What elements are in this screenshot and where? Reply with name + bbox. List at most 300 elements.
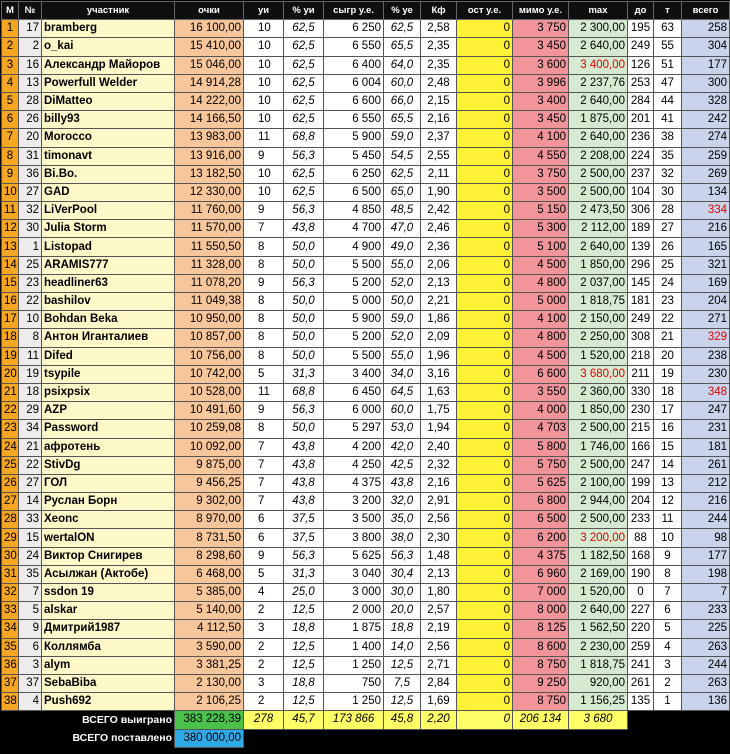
- missed-cell[interactable]: 5 300: [513, 220, 569, 238]
- points-cell[interactable]: 6 468,00: [175, 565, 244, 583]
- ui-percent-cell[interactable]: 43,8: [284, 474, 324, 492]
- missed-cell[interactable]: 4 375: [513, 547, 569, 565]
- coef-cell[interactable]: 2,35: [421, 38, 457, 56]
- max-cell[interactable]: 2 640,00: [569, 38, 628, 56]
- max-cell[interactable]: 2 500,00: [569, 456, 628, 474]
- total-cell[interactable]: 204: [682, 293, 730, 311]
- total-cell[interactable]: 328: [682, 92, 730, 110]
- total-ui[interactable]: 278: [244, 711, 284, 729]
- rank-cell[interactable]: 8: [2, 147, 19, 165]
- played-cell[interactable]: 2 000: [324, 602, 384, 620]
- t-cell[interactable]: 11: [654, 511, 682, 529]
- coef-cell[interactable]: 2,40: [421, 438, 457, 456]
- missed-cell[interactable]: 4 100: [513, 311, 569, 329]
- t-cell[interactable]: 17: [654, 402, 682, 420]
- remaining-cell[interactable]: 0: [457, 329, 513, 347]
- ui-cell[interactable]: 9: [244, 547, 284, 565]
- do-cell[interactable]: 145: [628, 274, 654, 292]
- total-cell[interactable]: 263: [682, 638, 730, 656]
- coef-cell[interactable]: 2,91: [421, 493, 457, 511]
- ui-percent-cell[interactable]: 56,3: [284, 402, 324, 420]
- participant-name[interactable]: Bohdan Beka: [42, 311, 175, 329]
- total-kf[interactable]: 2,20: [421, 711, 457, 729]
- remaining-cell[interactable]: 0: [457, 565, 513, 583]
- coef-cell[interactable]: 1,48: [421, 547, 457, 565]
- max-cell[interactable]: 1 850,00: [569, 256, 628, 274]
- participant-name[interactable]: Password: [42, 420, 175, 438]
- coef-cell[interactable]: 2,16: [421, 474, 457, 492]
- points-cell[interactable]: 14 166,50: [175, 111, 244, 129]
- ue-percent-cell[interactable]: 54,5: [384, 147, 421, 165]
- points-cell[interactable]: 12 330,00: [175, 183, 244, 201]
- ui-percent-cell[interactable]: 50,0: [284, 347, 324, 365]
- ui-cell[interactable]: 10: [244, 165, 284, 183]
- ue-percent-cell[interactable]: 42,0: [384, 438, 421, 456]
- ui-percent-cell[interactable]: 62,5: [284, 20, 324, 38]
- total-cell[interactable]: 263: [682, 674, 730, 692]
- do-cell[interactable]: 215: [628, 420, 654, 438]
- ui-cell[interactable]: 6: [244, 511, 284, 529]
- coef-cell[interactable]: 2,35: [421, 56, 457, 74]
- coef-cell[interactable]: 2,15: [421, 92, 457, 110]
- total-cell[interactable]: 247: [682, 402, 730, 420]
- participant-name[interactable]: LiVerPool: [42, 202, 175, 220]
- do-cell[interactable]: 190: [628, 565, 654, 583]
- header-cell[interactable]: всего: [682, 2, 730, 20]
- ue-percent-cell[interactable]: 14,0: [384, 638, 421, 656]
- total-cell[interactable]: 231: [682, 420, 730, 438]
- do-cell[interactable]: 233: [628, 511, 654, 529]
- points-cell[interactable]: 5 385,00: [175, 584, 244, 602]
- header-cell[interactable]: М: [2, 2, 19, 20]
- points-cell[interactable]: 11 760,00: [175, 202, 244, 220]
- remaining-cell[interactable]: 0: [457, 438, 513, 456]
- played-cell[interactable]: 5 450: [324, 147, 384, 165]
- coef-cell[interactable]: 1,94: [421, 420, 457, 438]
- t-cell[interactable]: 27: [654, 220, 682, 238]
- header-cell[interactable]: ост у.е.: [457, 2, 513, 20]
- points-cell[interactable]: 8 298,60: [175, 547, 244, 565]
- rank-cell[interactable]: 10: [2, 183, 19, 201]
- ui-cell[interactable]: 10: [244, 92, 284, 110]
- rank-cell[interactable]: 37: [2, 674, 19, 692]
- ui-percent-cell[interactable]: 50,0: [284, 311, 324, 329]
- played-cell[interactable]: 6 250: [324, 165, 384, 183]
- header-cell[interactable]: уи: [244, 2, 284, 20]
- participant-name[interactable]: AZP: [42, 402, 175, 420]
- rank-cell[interactable]: 18: [2, 329, 19, 347]
- max-cell[interactable]: 2 640,00: [569, 92, 628, 110]
- rank-cell[interactable]: 11: [2, 202, 19, 220]
- max-cell[interactable]: 2 300,00: [569, 20, 628, 38]
- ui-cell[interactable]: 2: [244, 693, 284, 711]
- ui-cell[interactable]: 9: [244, 147, 284, 165]
- t-cell[interactable]: 4: [654, 638, 682, 656]
- played-cell[interactable]: 5 000: [324, 293, 384, 311]
- total-cell[interactable]: 216: [682, 220, 730, 238]
- do-cell[interactable]: 306: [628, 202, 654, 220]
- number-cell[interactable]: 13: [19, 74, 42, 92]
- number-cell[interactable]: 7: [19, 584, 42, 602]
- total-cell[interactable]: 259: [682, 147, 730, 165]
- do-cell[interactable]: 237: [628, 165, 654, 183]
- played-cell[interactable]: 4 850: [324, 202, 384, 220]
- ue-percent-cell[interactable]: 64,5: [384, 383, 421, 401]
- played-cell[interactable]: 6 600: [324, 92, 384, 110]
- played-cell[interactable]: 5 900: [324, 311, 384, 329]
- remaining-cell[interactable]: 0: [457, 365, 513, 383]
- max-cell[interactable]: 2 640,00: [569, 238, 628, 256]
- total-cell[interactable]: 242: [682, 111, 730, 129]
- participant-name[interactable]: Дмитрий1987: [42, 620, 175, 638]
- coef-cell[interactable]: 2,13: [421, 565, 457, 583]
- ue-percent-cell[interactable]: 35,0: [384, 511, 421, 529]
- ue-percent-cell[interactable]: 64,0: [384, 56, 421, 74]
- coef-cell[interactable]: 2,71: [421, 656, 457, 674]
- do-cell[interactable]: 189: [628, 220, 654, 238]
- t-cell[interactable]: 12: [654, 493, 682, 511]
- number-cell[interactable]: 17: [19, 20, 42, 38]
- ue-percent-cell[interactable]: 50,0: [384, 293, 421, 311]
- points-cell[interactable]: 10 742,00: [175, 365, 244, 383]
- remaining-cell[interactable]: 0: [457, 584, 513, 602]
- max-cell[interactable]: 1 850,00: [569, 402, 628, 420]
- ui-percent-cell[interactable]: 62,5: [284, 165, 324, 183]
- participant-name[interactable]: bashilov: [42, 293, 175, 311]
- t-cell[interactable]: 47: [654, 74, 682, 92]
- number-cell[interactable]: 14: [19, 493, 42, 511]
- max-cell[interactable]: 3 200,00: [569, 529, 628, 547]
- played-cell[interactable]: 3 800: [324, 529, 384, 547]
- do-cell[interactable]: 139: [628, 238, 654, 256]
- ui-percent-cell[interactable]: 43,8: [284, 456, 324, 474]
- number-cell[interactable]: 1: [19, 238, 42, 256]
- ui-percent-cell[interactable]: 18,8: [284, 674, 324, 692]
- t-cell[interactable]: 38: [654, 129, 682, 147]
- max-cell[interactable]: 1 156,25: [569, 693, 628, 711]
- participant-name[interactable]: Julia Storm: [42, 220, 175, 238]
- do-cell[interactable]: 104: [628, 183, 654, 201]
- t-cell[interactable]: 5: [654, 620, 682, 638]
- remaining-cell[interactable]: 0: [457, 529, 513, 547]
- t-cell[interactable]: 18: [654, 383, 682, 401]
- rank-cell[interactable]: 34: [2, 620, 19, 638]
- missed-cell[interactable]: 4 550: [513, 147, 569, 165]
- missed-cell[interactable]: 3 400: [513, 92, 569, 110]
- t-cell[interactable]: 15: [654, 438, 682, 456]
- do-cell[interactable]: 308: [628, 329, 654, 347]
- ue-percent-cell[interactable]: 20,0: [384, 602, 421, 620]
- max-cell[interactable]: 1 520,00: [569, 584, 628, 602]
- remaining-cell[interactable]: 0: [457, 547, 513, 565]
- ui-cell[interactable]: 8: [244, 293, 284, 311]
- rank-cell[interactable]: 22: [2, 402, 19, 420]
- played-cell[interactable]: 3 040: [324, 565, 384, 583]
- total-cell[interactable]: 177: [682, 56, 730, 74]
- coef-cell[interactable]: 2,57: [421, 602, 457, 620]
- rank-cell[interactable]: 38: [2, 693, 19, 711]
- header-cell[interactable]: т: [654, 2, 682, 20]
- rank-cell[interactable]: 17: [2, 311, 19, 329]
- rank-cell[interactable]: 14: [2, 256, 19, 274]
- number-cell[interactable]: 2: [19, 38, 42, 56]
- max-cell[interactable]: 2 500,00: [569, 165, 628, 183]
- missed-cell[interactable]: 8 000: [513, 602, 569, 620]
- total-cell[interactable]: 233: [682, 602, 730, 620]
- remaining-cell[interactable]: 0: [457, 602, 513, 620]
- total-cell[interactable]: 165: [682, 238, 730, 256]
- rank-cell[interactable]: 19: [2, 347, 19, 365]
- rank-cell[interactable]: 20: [2, 365, 19, 383]
- remaining-cell[interactable]: 0: [457, 129, 513, 147]
- rank-cell[interactable]: 6: [2, 111, 19, 129]
- number-cell[interactable]: 27: [19, 474, 42, 492]
- max-cell[interactable]: 2 169,00: [569, 565, 628, 583]
- remaining-cell[interactable]: 0: [457, 111, 513, 129]
- coef-cell[interactable]: 2,36: [421, 238, 457, 256]
- ue-percent-cell[interactable]: 53,0: [384, 420, 421, 438]
- total-cell[interactable]: 238: [682, 347, 730, 365]
- ue-percent-cell[interactable]: 30,0: [384, 584, 421, 602]
- total-cell[interactable]: 212: [682, 474, 730, 492]
- ui-percent-cell[interactable]: 62,5: [284, 92, 324, 110]
- t-cell[interactable]: 10: [654, 529, 682, 547]
- do-cell[interactable]: 259: [628, 638, 654, 656]
- total-cell[interactable]: 181: [682, 438, 730, 456]
- t-cell[interactable]: 6: [654, 602, 682, 620]
- header-cell[interactable]: сыгр у.е.: [324, 2, 384, 20]
- ui-cell[interactable]: 9: [244, 274, 284, 292]
- rank-cell[interactable]: 4: [2, 74, 19, 92]
- do-cell[interactable]: 241: [628, 656, 654, 674]
- ui-cell[interactable]: 10: [244, 20, 284, 38]
- do-cell[interactable]: 330: [628, 383, 654, 401]
- number-cell[interactable]: 22: [19, 293, 42, 311]
- t-cell[interactable]: 51: [654, 56, 682, 74]
- ue-percent-cell[interactable]: 60,0: [384, 74, 421, 92]
- rank-cell[interactable]: 33: [2, 602, 19, 620]
- ue-percent-cell[interactable]: 47,0: [384, 220, 421, 238]
- participant-name[interactable]: афротень: [42, 438, 175, 456]
- total-max[interactable]: 3 680: [569, 711, 628, 729]
- max-cell[interactable]: 2 640,00: [569, 129, 628, 147]
- number-cell[interactable]: 24: [19, 547, 42, 565]
- remaining-cell[interactable]: 0: [457, 620, 513, 638]
- rank-cell[interactable]: 27: [2, 493, 19, 511]
- coef-cell[interactable]: 2,56: [421, 638, 457, 656]
- points-cell[interactable]: 9 875,00: [175, 456, 244, 474]
- ui-percent-cell[interactable]: 68,8: [284, 383, 324, 401]
- rank-cell[interactable]: 29: [2, 529, 19, 547]
- number-cell[interactable]: 5: [19, 602, 42, 620]
- remaining-cell[interactable]: 0: [457, 147, 513, 165]
- coef-cell[interactable]: 1,96: [421, 347, 457, 365]
- do-cell[interactable]: 236: [628, 129, 654, 147]
- rank-cell[interactable]: 2: [2, 38, 19, 56]
- number-cell[interactable]: 31: [19, 147, 42, 165]
- ui-percent-cell[interactable]: 68,8: [284, 129, 324, 147]
- remaining-cell[interactable]: 0: [457, 347, 513, 365]
- t-cell[interactable]: 30: [654, 183, 682, 201]
- missed-cell[interactable]: 8 750: [513, 656, 569, 674]
- ui-cell[interactable]: 2: [244, 656, 284, 674]
- number-cell[interactable]: 28: [19, 92, 42, 110]
- rank-cell[interactable]: 24: [2, 438, 19, 456]
- ui-cell[interactable]: 5: [244, 565, 284, 583]
- ue-percent-cell[interactable]: 65,5: [384, 38, 421, 56]
- do-cell[interactable]: 0: [628, 584, 654, 602]
- participant-name[interactable]: bramberg: [42, 20, 175, 38]
- ui-cell[interactable]: 7: [244, 493, 284, 511]
- number-cell[interactable]: 20: [19, 129, 42, 147]
- ui-percent-cell[interactable]: 50,0: [284, 256, 324, 274]
- number-cell[interactable]: 25: [19, 256, 42, 274]
- participant-name[interactable]: ГОЛ: [42, 474, 175, 492]
- points-cell[interactable]: 13 983,00: [175, 129, 244, 147]
- ui-percent-cell[interactable]: 43,8: [284, 220, 324, 238]
- number-cell[interactable]: 21: [19, 438, 42, 456]
- total-cell[interactable]: 329: [682, 329, 730, 347]
- coef-cell[interactable]: 1,75: [421, 402, 457, 420]
- ui-percent-cell[interactable]: 31,3: [284, 365, 324, 383]
- participant-name[interactable]: StivDg: [42, 456, 175, 474]
- max-cell[interactable]: 2 230,00: [569, 638, 628, 656]
- number-cell[interactable]: 22: [19, 456, 42, 474]
- number-cell[interactable]: 9: [19, 620, 42, 638]
- ue-percent-cell[interactable]: 12,5: [384, 693, 421, 711]
- ui-cell[interactable]: 8: [244, 311, 284, 329]
- points-cell[interactable]: 15 410,00: [175, 38, 244, 56]
- header-cell[interactable]: очки: [175, 2, 244, 20]
- played-cell[interactable]: 5 297: [324, 420, 384, 438]
- number-cell[interactable]: 3: [19, 656, 42, 674]
- ui-percent-cell[interactable]: 50,0: [284, 293, 324, 311]
- rank-cell[interactable]: 9: [2, 165, 19, 183]
- ui-cell[interactable]: 11: [244, 383, 284, 401]
- played-cell[interactable]: 1 250: [324, 656, 384, 674]
- coef-cell[interactable]: 3,16: [421, 365, 457, 383]
- ui-cell[interactable]: 9: [244, 202, 284, 220]
- points-cell[interactable]: 10 528,00: [175, 383, 244, 401]
- t-cell[interactable]: 55: [654, 38, 682, 56]
- coef-cell[interactable]: 2,16: [421, 111, 457, 129]
- played-cell[interactable]: 5 200: [324, 329, 384, 347]
- do-cell[interactable]: 88: [628, 529, 654, 547]
- do-cell[interactable]: 201: [628, 111, 654, 129]
- missed-cell[interactable]: 3 750: [513, 20, 569, 38]
- participant-name[interactable]: Listopad: [42, 238, 175, 256]
- t-cell[interactable]: 32: [654, 165, 682, 183]
- number-cell[interactable]: 30: [19, 220, 42, 238]
- participant-name[interactable]: ssdon 19: [42, 584, 175, 602]
- total-cell[interactable]: 258: [682, 20, 730, 38]
- points-cell[interactable]: 4 112,50: [175, 620, 244, 638]
- participant-name[interactable]: Антон Иганталиев: [42, 329, 175, 347]
- ui-percent-cell[interactable]: 62,5: [284, 183, 324, 201]
- coef-cell[interactable]: 2,56: [421, 511, 457, 529]
- missed-cell[interactable]: 7 000: [513, 584, 569, 602]
- do-cell[interactable]: 230: [628, 402, 654, 420]
- played-cell[interactable]: 1 875: [324, 620, 384, 638]
- points-cell[interactable]: 11 328,00: [175, 256, 244, 274]
- max-cell[interactable]: 2 237,76: [569, 74, 628, 92]
- rank-cell[interactable]: 13: [2, 238, 19, 256]
- total-cell[interactable]: 230: [682, 365, 730, 383]
- played-cell[interactable]: 5 625: [324, 547, 384, 565]
- ui-percent-cell[interactable]: 12,5: [284, 656, 324, 674]
- number-cell[interactable]: 27: [19, 183, 42, 201]
- played-cell[interactable]: 5 500: [324, 256, 384, 274]
- ue-percent-cell[interactable]: 60,0: [384, 402, 421, 420]
- total-win[interactable]: 173 866: [324, 711, 384, 729]
- ue-percent-cell[interactable]: 59,0: [384, 129, 421, 147]
- ui-percent-cell[interactable]: 12,5: [284, 693, 324, 711]
- ue-percent-cell[interactable]: 49,0: [384, 238, 421, 256]
- do-cell[interactable]: 249: [628, 311, 654, 329]
- t-cell[interactable]: 16: [654, 420, 682, 438]
- missed-cell[interactable]: 5 150: [513, 202, 569, 220]
- played-cell[interactable]: 4 375: [324, 474, 384, 492]
- ue-percent-cell[interactable]: 56,3: [384, 547, 421, 565]
- total-cell[interactable]: 169: [682, 274, 730, 292]
- ue-percent-cell[interactable]: 52,0: [384, 274, 421, 292]
- rank-cell[interactable]: 35: [2, 638, 19, 656]
- max-cell[interactable]: 2 500,00: [569, 511, 628, 529]
- total-won-value[interactable]: 383 228,39: [175, 711, 244, 729]
- ue-percent-cell[interactable]: 62,5: [384, 165, 421, 183]
- total-miss[interactable]: 206 134: [513, 711, 569, 729]
- header-cell[interactable]: Кф: [421, 2, 457, 20]
- played-cell[interactable]: 4 900: [324, 238, 384, 256]
- missed-cell[interactable]: 3 750: [513, 165, 569, 183]
- coef-cell[interactable]: 2,19: [421, 620, 457, 638]
- total-cell[interactable]: 300: [682, 74, 730, 92]
- points-cell[interactable]: 10 092,00: [175, 438, 244, 456]
- ui-percent-cell[interactable]: 31,3: [284, 565, 324, 583]
- ue-percent-cell[interactable]: 32,0: [384, 493, 421, 511]
- missed-cell[interactable]: 4 800: [513, 274, 569, 292]
- ui-cell[interactable]: 8: [244, 420, 284, 438]
- do-cell[interactable]: 284: [628, 92, 654, 110]
- t-cell[interactable]: 13: [654, 474, 682, 492]
- number-cell[interactable]: 10: [19, 311, 42, 329]
- ue-percent-cell[interactable]: 55,0: [384, 347, 421, 365]
- rank-cell[interactable]: 7: [2, 129, 19, 147]
- ui-cell[interactable]: 8: [244, 256, 284, 274]
- ue-percent-cell[interactable]: 55,0: [384, 256, 421, 274]
- ui-cell[interactable]: 10: [244, 74, 284, 92]
- remaining-cell[interactable]: 0: [457, 202, 513, 220]
- missed-cell[interactable]: 9 250: [513, 674, 569, 692]
- ui-cell[interactable]: 10: [244, 38, 284, 56]
- number-cell[interactable]: 37: [19, 674, 42, 692]
- total-cell[interactable]: 304: [682, 38, 730, 56]
- max-cell[interactable]: 2 150,00: [569, 311, 628, 329]
- participant-name[interactable]: Bi.Bo.: [42, 165, 175, 183]
- missed-cell[interactable]: 6 600: [513, 365, 569, 383]
- played-cell[interactable]: 6 000: [324, 402, 384, 420]
- remaining-cell[interactable]: 0: [457, 20, 513, 38]
- t-cell[interactable]: 35: [654, 147, 682, 165]
- total-cell[interactable]: 198: [682, 565, 730, 583]
- participant-name[interactable]: Коллямба: [42, 638, 175, 656]
- ui-percent-cell[interactable]: 50,0: [284, 420, 324, 438]
- participant-name[interactable]: GAD: [42, 183, 175, 201]
- max-cell[interactable]: 2 500,00: [569, 420, 628, 438]
- ui-cell[interactable]: 6: [244, 529, 284, 547]
- ue-percent-cell[interactable]: 38,0: [384, 529, 421, 547]
- points-cell[interactable]: 3 381,25: [175, 656, 244, 674]
